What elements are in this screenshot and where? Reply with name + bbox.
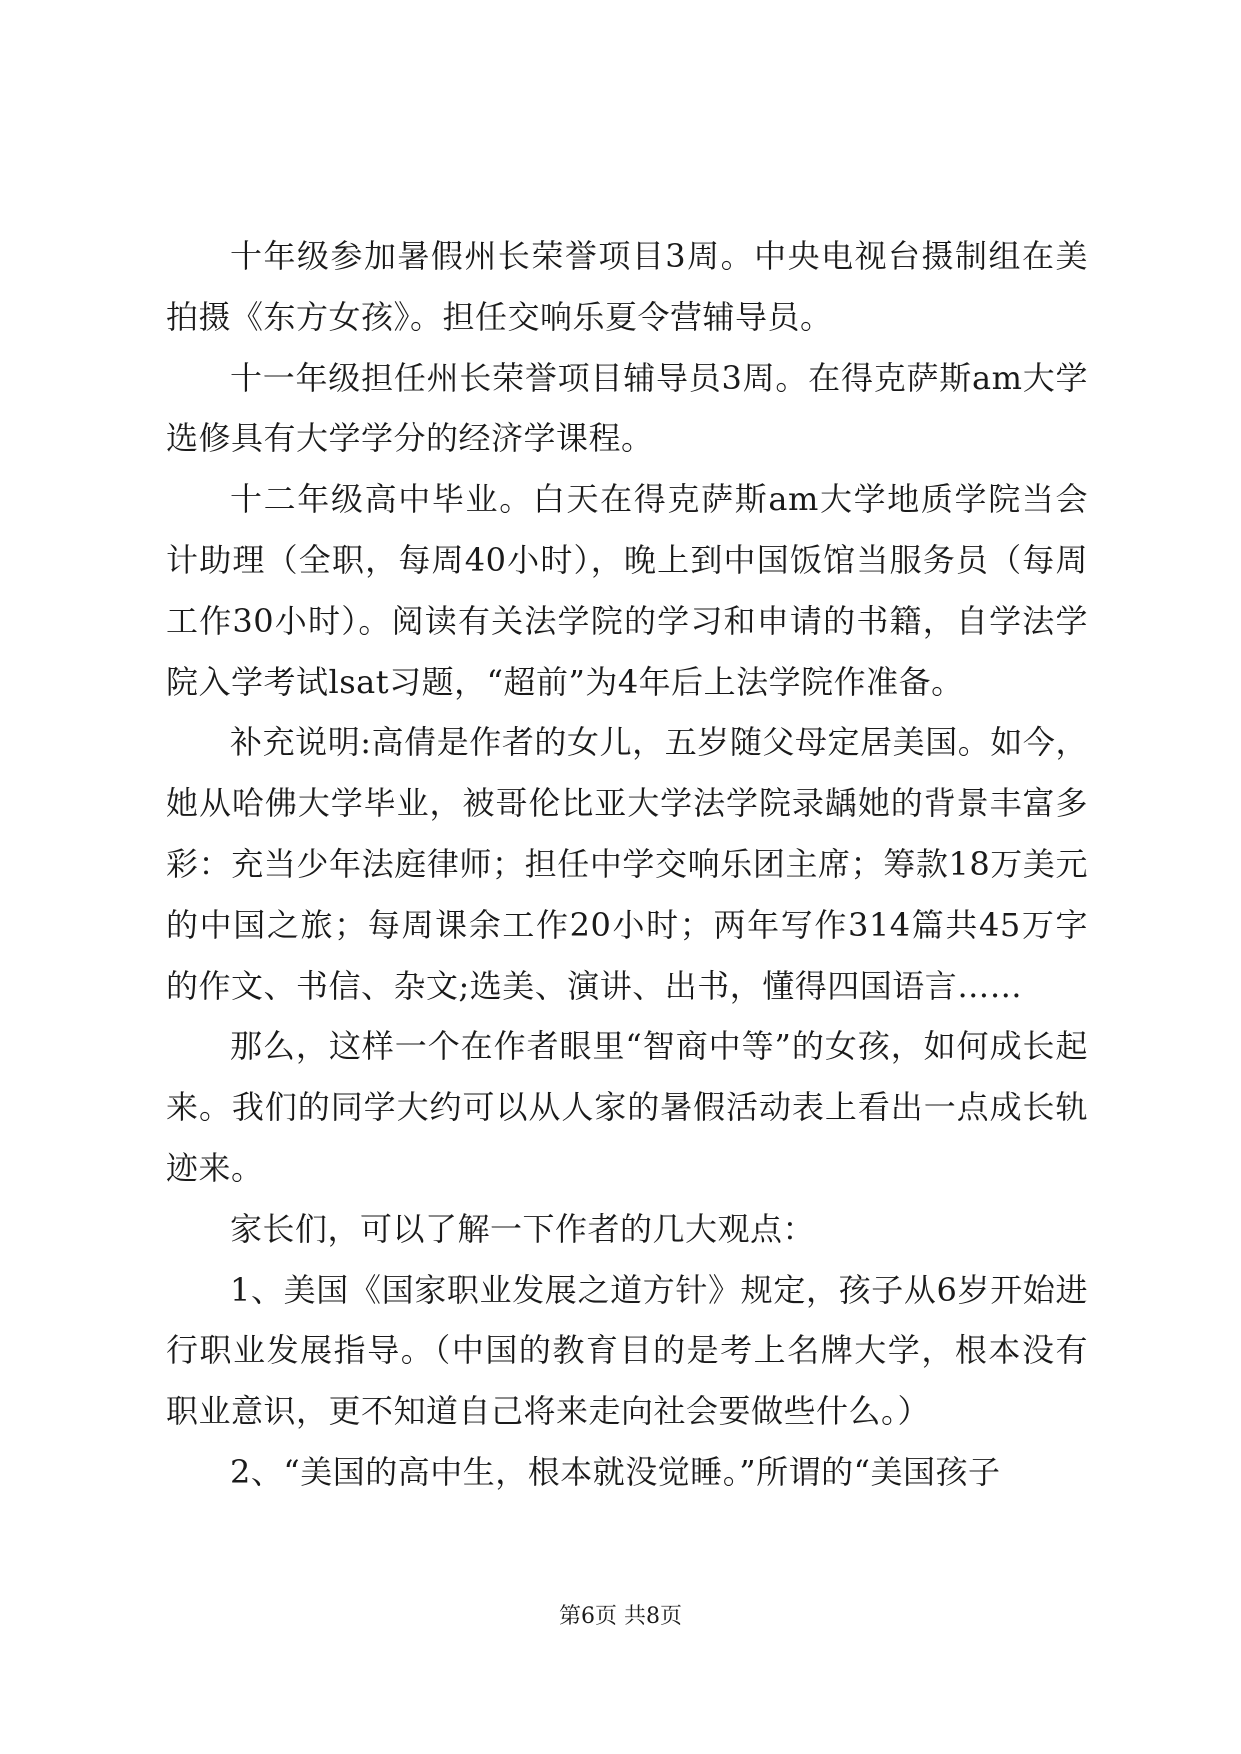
paragraph-parents-intro: 家长们，可以了解一下作者的几大观点：	[230, 1209, 816, 1248]
paragraph-supplementary-note: 补充说明:高倩是作者的女儿，五岁随父母定居美国。如今，她从哈佛大学毕业，被哥伦比亚大学法学院录龋她的背景丰富多彩：充当少年法庭律师；担任中学交响乐团主席；筹款18万美元的中国之旅；每周课余工作20小时；两年写作314篇共45万字的作文、书信、杂文;选美、演讲、出书，懂得四国语言……	[166, 723, 1088, 1005]
paragraph-point-1: 1、美国《国家职业发展之道方针》规定，孩子从6岁开始进行职业发展指导。（中国的教育目的是考上名牌大学，根本没有职业意识，更不知道自己将来走向社会要做些什么。）	[166, 1270, 1088, 1431]
paragraph-point-2: 2、“美国的高中生，根本就没觉睡。”所谓的“美国孩子	[230, 1452, 1001, 1491]
page-footer: 第6页 共8页	[559, 1604, 682, 1629]
paragraph-growth: 那么，这样一个在作者眼里“智商中等”的女孩，如何成长起来。我们的同学大约可以从人家的暑假活动表上看出一点成长轨迹来。	[166, 1027, 1088, 1187]
paragraph-grade-12: 十二年级高中毕业。白天在得克萨斯am大学地质学院当会计助理（全职，每周40小时），晚上到中国饭馆当服务员（每周工作30小时）。阅读有关法学院的学习和申请的书籍，自学法学院入学考试lsat习题，“超前”为4年后上法学院作准备。	[166, 480, 1088, 701]
paragraph-grade-11: 十一年级担任州长荣誉项目辅导员3周。在得克萨斯am大学选修具有大学学分的经济学课程。	[166, 358, 1088, 458]
body-text	[166, 226, 1088, 1503]
paragraph-grade-10: 十年级参加暑假州长荣誉项目3周。中央电视台摄制组在美拍摄《东方女孩》。担任交响乐夏令营辅导员。	[166, 237, 1088, 336]
